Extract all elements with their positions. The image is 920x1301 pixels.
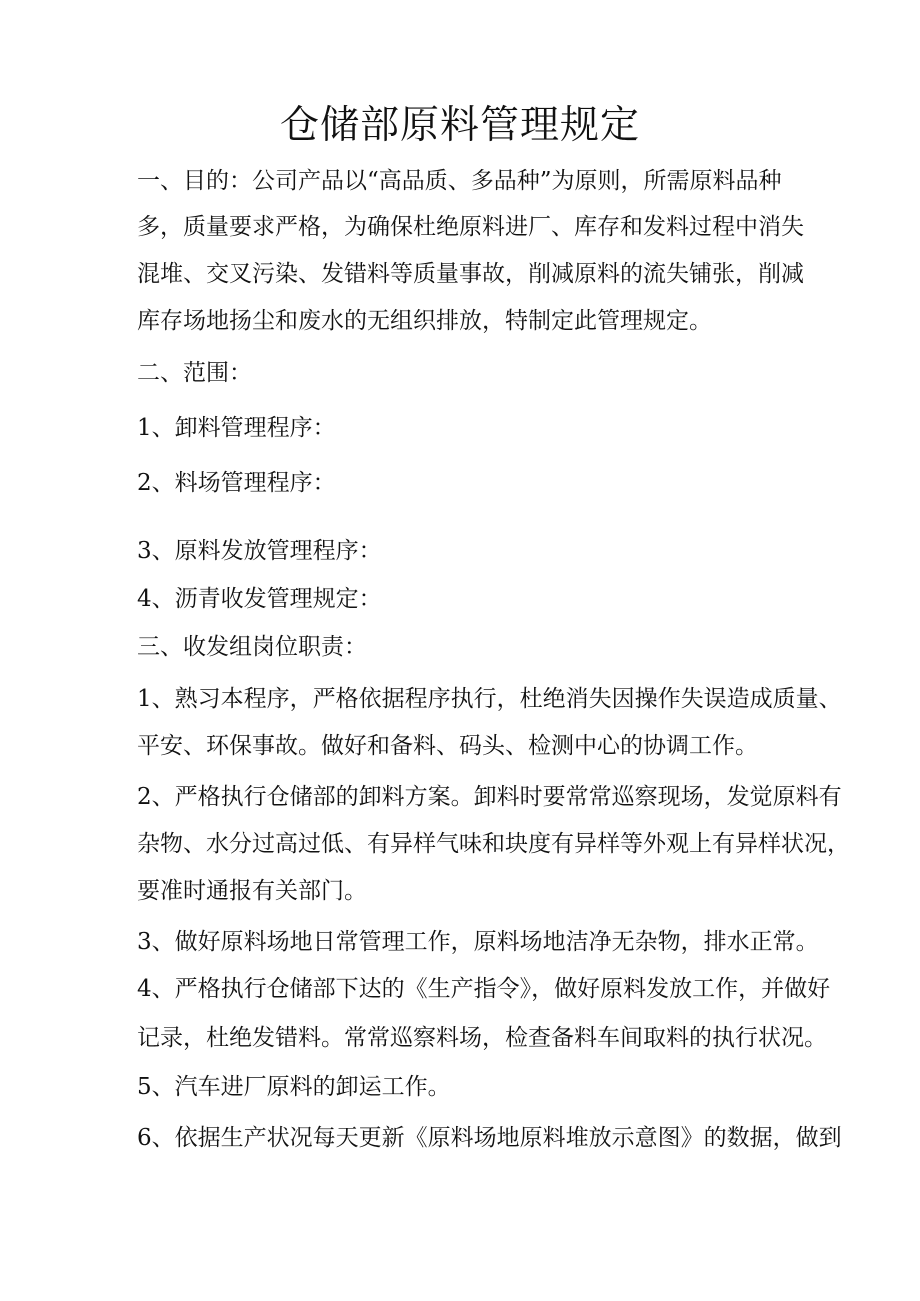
duty-3-line-1: 3、做好原料场地日常管理工作，原料场地洁净无杂物，排水正常。 xyxy=(137,929,819,955)
scope-item-4: 4、沥青收发管理规定： xyxy=(137,586,382,612)
scope-item-1: 1、卸料管理程序： xyxy=(137,415,336,441)
section-duties-heading: 三、收发组岗位职责： xyxy=(137,634,367,660)
duty-6-line-1: 6、依据生产状况每天更新《原料场地原料堆放示意图》的数据，做到 xyxy=(137,1125,842,1151)
scope-item-2: 2、料场管理程序： xyxy=(137,470,336,496)
duty-2-line-1: 2、严格执行仓储部的卸料方案。卸料时要常常巡察现场，发觉原料有 xyxy=(137,784,842,810)
duty-4-line-1: 4、严格执行仓储部下达的《生产指令》，做好原料发放工作，并做好 xyxy=(137,976,831,1002)
duty-5-line-1: 5、汽车进厂原料的卸运工作。 xyxy=(137,1074,451,1100)
scope-item-3: 3、原料发放管理程序： xyxy=(137,538,382,564)
document-title: 仓储部原料管理规定 xyxy=(279,103,640,148)
section-scope-heading: 二、范围： xyxy=(137,360,252,386)
intro-purpose-line-1: 一、目的：公司产品以“高品质、多品种”为原则，所需原料品种 xyxy=(137,168,782,194)
duty-2-line-3: 要准时通报有关部门。 xyxy=(137,878,367,904)
intro-purpose-line-2: 多，质量要求严格，为确保杜绝原料进厂、库存和发料过程中消失 xyxy=(137,214,804,240)
duty-1-line-2: 平安、环保事故。做好和备料、码头、检测中心的协调工作。 xyxy=(137,733,758,759)
duty-4-line-2: 记录，杜绝发错料。常常巡察料场，检查备料车间取料的执行状况。 xyxy=(137,1025,827,1051)
duty-1-line-1: 1、熟习本程序，严格依据程序执行，杜绝消失因操作失误造成质量、 xyxy=(137,686,842,712)
intro-purpose-line-3: 混堆、交叉污染、发错料等质量事故，削减原料的流失铺张，削减 xyxy=(137,261,804,287)
intro-purpose-line-4: 库存场地扬尘和废水的无组织排放，特制定此管理规定。 xyxy=(137,308,712,334)
duty-2-line-2: 杂物、水分过高过低、有异样气味和块度有异样等外观上有异样状况， xyxy=(137,831,850,857)
